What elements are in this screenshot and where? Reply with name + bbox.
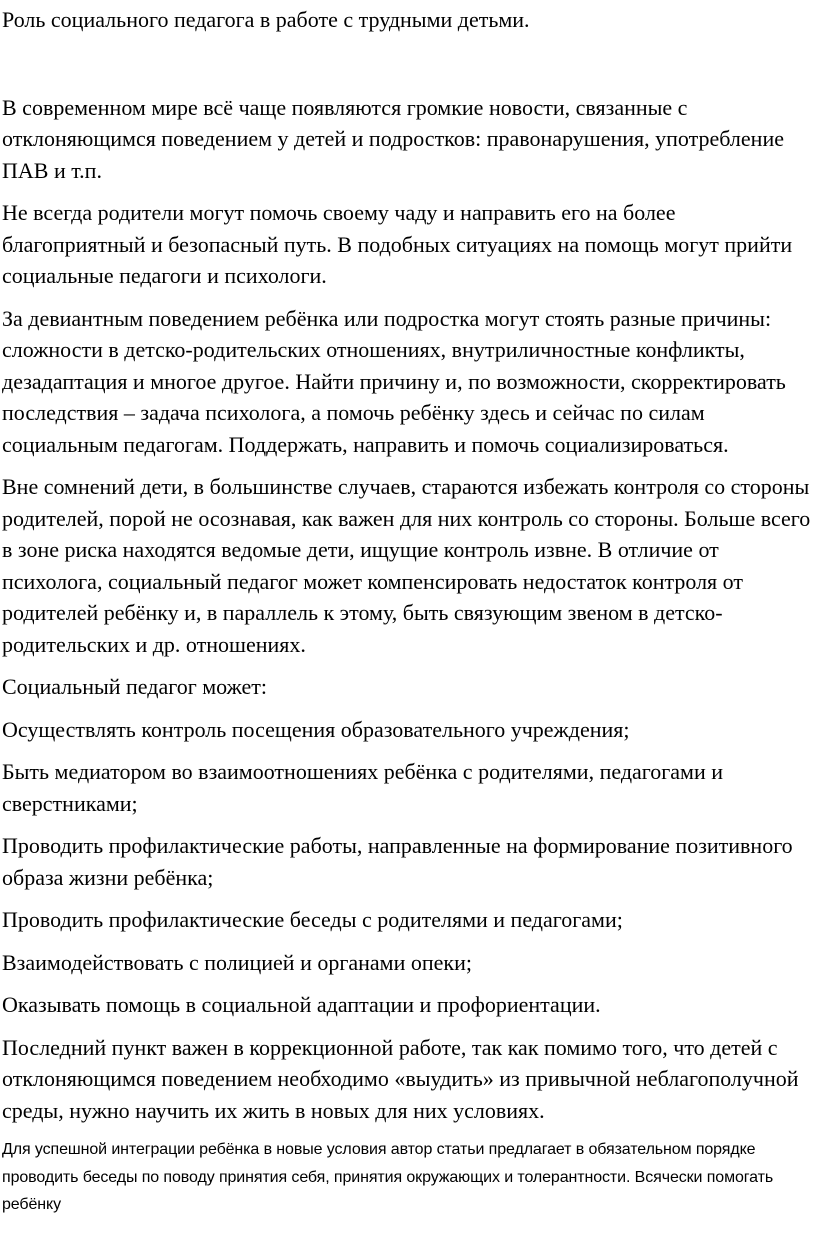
document-title: Роль социального педагога в работе с трудными детьми. <box>2 7 530 32</box>
list-item: Быть медиатором во взаимоотношениях ребёнка с родителями, педагогами и сверстниками; <box>2 759 724 816</box>
list-item: Оказывать помощь в социальной адаптации и профориентации. <box>2 992 601 1017</box>
list-item: Проводить профилактические работы, направленные на формирование позитивного образа жизни ребёнка; <box>2 833 793 890</box>
paragraph-1: В современном мире всё чаще появляются громкие новости, связанные с отклоняющимся поведением у детей и подростков: правонарушения, употребление ПАВ и т.п. <box>2 94 784 183</box>
paragraph-4: Вне сомнений дети, в большинстве случаев, стараются избежать контроля со стороны родителей, порой не осознавая, как важен для них контроль со стороны. Больше всего в зоне риска находятся ведомые дети, ищущие контроль извне. В отличие от психолога, социальный педагог может компенсировать недостаток контроля от родителей ребёнку и, в параллель к этому, быть связующим звеном в детско-родительских и др. отношениях. <box>2 474 811 657</box>
title-spacer <box>2 36 816 92</box>
list-item: Проводить профилактические беседы с родителями и педагогами; <box>2 907 623 932</box>
paragraph-3: За девиантным поведением ребёнка или подростка могут стоять разные причины: сложности в детско-родительских отношениях, внутриличностные конфликты, дезадаптация и многое другое. Найти причину и, по возможности, скорректировать последствия – задача психолога, а помочь ребёнку здесь и сейчас по силам социальным педагогам. Поддержать, направить и помочь социализироваться. <box>2 305 786 457</box>
final-paragraph: Для успешной интеграции ребёнка в новые условия автор статьи предлагает в обязательном порядке проводить беседы по поводу принятия себя, принятия окружающих и толерантности. Всячески помогать ребёнку <box>2 1141 774 1213</box>
list-intro: Социальный педагог может: <box>2 674 267 699</box>
closing-paragraph: Последний пункт важен в коррекционной работе, так как помимо того, что детей с отклоняющимся поведением необходимо «выудить» из привычной неблагополучной среды, нужно научить их жить в новых для них условиях. <box>2 1034 799 1123</box>
list-item: Взаимодействовать с полицией и органами опеки; <box>2 949 472 975</box>
paragraph-2: Не всегда родители могут помочь своему чаду и направить его на более благоприятный и безопасный путь. В подобных ситуациях на помощь могут прийти социальные педагоги и психологи. <box>2 200 793 288</box>
list-item: Осуществлять контроль посещения образовательного учреждения; <box>2 716 630 742</box>
